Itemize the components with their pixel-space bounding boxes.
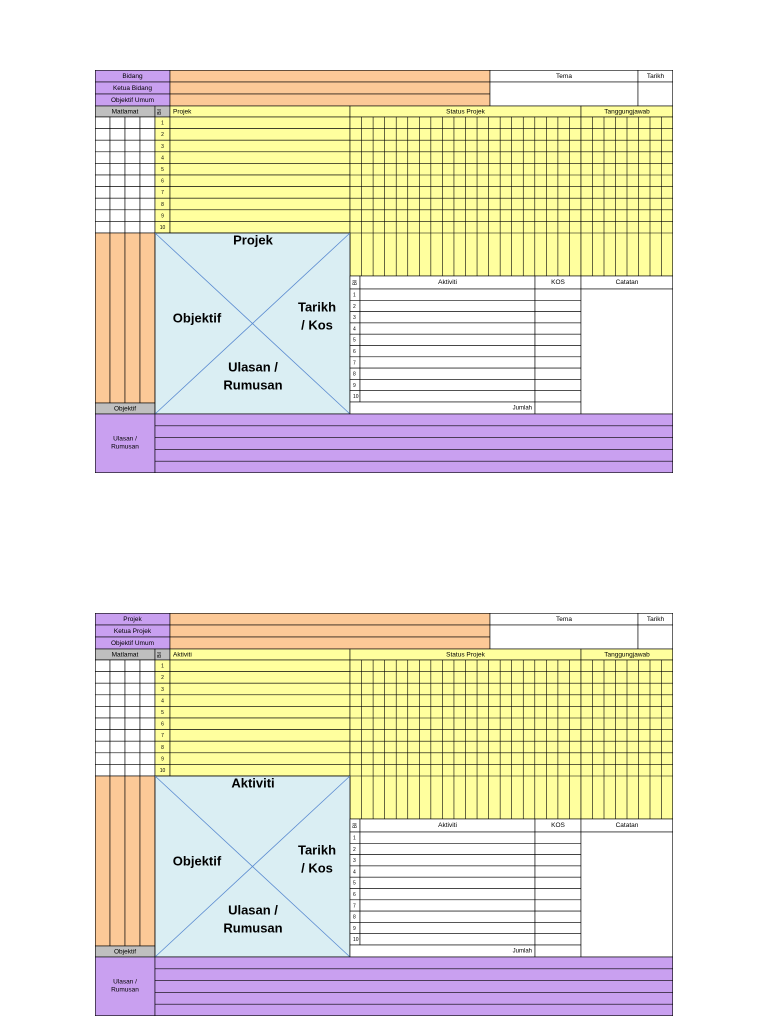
item-row bbox=[170, 140, 350, 152]
aktiviti-cell bbox=[360, 877, 535, 888]
matlamat-cell bbox=[110, 129, 125, 141]
matlamat-cell bbox=[110, 764, 125, 776]
matlamat-cell bbox=[125, 163, 140, 175]
kos-cell bbox=[535, 855, 581, 866]
jumlah-value-cell bbox=[535, 402, 581, 414]
bil-label: Bil bbox=[352, 279, 359, 286]
matlamat-cell bbox=[125, 753, 140, 765]
matlamat-cell bbox=[95, 187, 110, 199]
catatan-body bbox=[581, 289, 673, 414]
matlamat-cell bbox=[110, 163, 125, 175]
matlamat-cell bbox=[110, 198, 125, 210]
row-number: 9 bbox=[161, 213, 164, 220]
aktiviti-cell bbox=[360, 832, 535, 843]
kos-cell bbox=[535, 379, 581, 390]
row-number: 6 bbox=[161, 178, 164, 185]
matlamat-cell bbox=[110, 695, 125, 707]
row-number: 1 bbox=[161, 663, 164, 670]
matlamat-cell bbox=[95, 718, 110, 730]
item-row bbox=[170, 187, 350, 199]
kos-cell bbox=[535, 843, 581, 854]
kos-cell bbox=[535, 391, 581, 402]
header-value-cell bbox=[170, 613, 490, 625]
row-number: 4 bbox=[161, 155, 164, 162]
matlamat-strip bbox=[140, 776, 155, 946]
row-number: 2 bbox=[353, 303, 356, 310]
matlamat-cell bbox=[140, 683, 155, 695]
item-row bbox=[170, 152, 350, 164]
row-number: 2 bbox=[353, 846, 356, 853]
matlamat-cell bbox=[95, 706, 110, 718]
row-number: 9 bbox=[353, 925, 356, 932]
objektif-label: Objektif bbox=[113, 948, 137, 956]
item-row bbox=[170, 198, 350, 210]
header-value-cell bbox=[170, 94, 490, 106]
kos-cell bbox=[535, 289, 581, 300]
matlamat-strip bbox=[95, 233, 110, 403]
jumlah-label: Jumlah bbox=[512, 405, 532, 412]
item-row bbox=[170, 764, 350, 776]
item-row bbox=[170, 730, 350, 742]
aktiviti-cell bbox=[360, 312, 535, 323]
tanggungjawab-label: Tanggungjawab bbox=[604, 108, 650, 116]
aktiviti-cell bbox=[360, 900, 535, 911]
row-number: 9 bbox=[161, 756, 164, 763]
matlamat-strip bbox=[125, 233, 140, 403]
kos-cell bbox=[535, 300, 581, 311]
aktiviti-cell bbox=[360, 379, 535, 390]
matlamat-cell bbox=[140, 753, 155, 765]
matlamat-cell bbox=[95, 129, 110, 141]
matlamat-cell bbox=[140, 175, 155, 187]
row-number: 9 bbox=[353, 382, 356, 389]
diagram-bottom-label: Ulasan / bbox=[228, 902, 278, 918]
matlamat-cell bbox=[140, 695, 155, 707]
row-number: 4 bbox=[161, 698, 164, 705]
matlamat-cell bbox=[95, 175, 110, 187]
kos-cell bbox=[535, 357, 581, 368]
item-row bbox=[170, 695, 350, 707]
matlamat-cell bbox=[140, 660, 155, 672]
matlamat-cell bbox=[125, 117, 140, 129]
row-number: 10 bbox=[159, 225, 166, 232]
kos-cell bbox=[535, 911, 581, 922]
row-number: 3 bbox=[161, 143, 164, 150]
status-label: Status Projek bbox=[446, 651, 485, 659]
matlamat-cell bbox=[140, 140, 155, 152]
row-number: 10 bbox=[353, 394, 359, 401]
jumlah-value-cell bbox=[535, 945, 581, 957]
tema-label: Tema bbox=[556, 73, 572, 81]
matlamat-cell bbox=[95, 730, 110, 742]
matlamat-cell bbox=[95, 672, 110, 684]
matlamat-cell bbox=[95, 221, 110, 233]
matlamat-cell bbox=[110, 718, 125, 730]
aktiviti-label: Aktiviti bbox=[438, 822, 457, 830]
row-number: 7 bbox=[161, 190, 164, 197]
matlamat-cell bbox=[140, 764, 155, 776]
item-row bbox=[170, 718, 350, 730]
row-number: 7 bbox=[161, 733, 164, 740]
item-row bbox=[170, 117, 350, 129]
aktiviti-cell bbox=[360, 346, 535, 357]
row-number: 6 bbox=[353, 891, 356, 898]
diagram-right-label: Tarikh bbox=[297, 842, 337, 858]
aktiviti-cell bbox=[360, 368, 535, 379]
kos-label: KOS bbox=[551, 822, 565, 830]
kos-cell bbox=[535, 368, 581, 379]
aktiviti-cell bbox=[360, 357, 535, 368]
matlamat-cell bbox=[110, 140, 125, 152]
matlamat-cell bbox=[140, 163, 155, 175]
matlamat-cell bbox=[125, 660, 140, 672]
row-number: 5 bbox=[353, 337, 356, 344]
aktiviti-cell bbox=[360, 911, 535, 922]
matlamat-cell bbox=[125, 764, 140, 776]
header-label: Bidang bbox=[122, 73, 143, 81]
aktiviti-cell bbox=[360, 391, 535, 402]
matlamat-cell bbox=[140, 210, 155, 222]
matlamat-cell bbox=[125, 718, 140, 730]
diagram-right-label: / Kos bbox=[301, 317, 333, 333]
item-row bbox=[170, 683, 350, 695]
matlamat-cell bbox=[110, 152, 125, 164]
kos-cell bbox=[535, 334, 581, 345]
matlamat-cell bbox=[95, 117, 110, 129]
jumlah-label: Jumlah bbox=[512, 948, 532, 955]
jumlah-label-cell bbox=[350, 402, 535, 414]
matlamat-cell bbox=[95, 741, 110, 753]
aktiviti-cell bbox=[360, 289, 535, 300]
form-svg bbox=[95, 613, 673, 1016]
matlamat-cell bbox=[95, 764, 110, 776]
tema-value-cell bbox=[490, 625, 638, 649]
kos-cell bbox=[535, 934, 581, 945]
aktiviti-label: Aktiviti bbox=[438, 279, 457, 287]
catatan-body bbox=[581, 832, 673, 957]
kos-cell bbox=[535, 832, 581, 843]
matlamat-cell bbox=[140, 672, 155, 684]
form-svg bbox=[95, 70, 673, 473]
item-header-label: Aktiviti bbox=[173, 651, 192, 659]
matlamat-cell bbox=[140, 129, 155, 141]
row-number: 3 bbox=[353, 315, 356, 322]
aktiviti-cell bbox=[360, 889, 535, 900]
diagram-left-label: Objektif bbox=[172, 853, 222, 869]
matlamat-cell bbox=[140, 741, 155, 753]
bil-label: Bil bbox=[156, 109, 163, 115]
matlamat-cell bbox=[125, 175, 140, 187]
kos-cell bbox=[535, 866, 581, 877]
matlamat-cell bbox=[110, 660, 125, 672]
kos-label: KOS bbox=[551, 279, 565, 287]
matlamat-strip bbox=[110, 233, 125, 403]
diagram-bottom-label: Ulasan / bbox=[228, 359, 278, 375]
aktiviti-cell bbox=[360, 323, 535, 334]
row-number: 6 bbox=[353, 348, 356, 355]
matlamat-cell bbox=[140, 187, 155, 199]
matlamat-cell bbox=[140, 117, 155, 129]
diagram-top-label: Aktiviti bbox=[231, 775, 275, 791]
matlamat-cell bbox=[95, 683, 110, 695]
matlamat-cell bbox=[125, 221, 140, 233]
status-label: Status Projek bbox=[446, 108, 485, 116]
header-label: Objektif Umum bbox=[111, 97, 154, 105]
row-number: 3 bbox=[161, 686, 164, 693]
matlamat-cell bbox=[95, 140, 110, 152]
item-row bbox=[170, 163, 350, 175]
matlamat-cell bbox=[95, 695, 110, 707]
matlamat-cell bbox=[110, 753, 125, 765]
header-label: Projek bbox=[123, 616, 142, 624]
ulasan-label: Rumusan bbox=[111, 443, 139, 451]
item-row bbox=[170, 672, 350, 684]
row-number: 5 bbox=[161, 167, 164, 174]
matlamat-cell bbox=[110, 175, 125, 187]
matlamat-strip bbox=[140, 233, 155, 403]
matlamat-label: Matlamat bbox=[111, 108, 139, 116]
matlamat-cell bbox=[110, 706, 125, 718]
tanggungjawab-label: Tanggungjawab bbox=[604, 651, 650, 659]
header-label: Ketua Bidang bbox=[112, 85, 153, 93]
aktiviti-cell bbox=[360, 300, 535, 311]
matlamat-cell bbox=[110, 683, 125, 695]
matlamat-strip bbox=[125, 776, 140, 946]
ulasan-label: Rumusan bbox=[111, 986, 139, 994]
item-header bbox=[170, 649, 350, 660]
matlamat-cell bbox=[95, 660, 110, 672]
item-row bbox=[170, 753, 350, 765]
diagram-bottom-label: Rumusan bbox=[223, 377, 283, 393]
matlamat-cell bbox=[125, 152, 140, 164]
item-row bbox=[170, 741, 350, 753]
matlamat-cell bbox=[110, 741, 125, 753]
matlamat-cell bbox=[125, 695, 140, 707]
row-number: 3 bbox=[353, 858, 356, 865]
item-header-label: Projek bbox=[173, 108, 192, 116]
kos-cell bbox=[535, 346, 581, 357]
tarikh-label: Tarikh bbox=[646, 73, 665, 81]
catatan-label: Catatan bbox=[615, 822, 639, 830]
ulasan-body bbox=[155, 957, 673, 1016]
matlamat-cell bbox=[95, 753, 110, 765]
matlamat-cell bbox=[140, 198, 155, 210]
catatan-label: Catatan bbox=[615, 279, 639, 287]
item-row bbox=[170, 660, 350, 672]
matlamat-strip bbox=[110, 776, 125, 946]
tarikh-value-cell bbox=[638, 82, 673, 106]
matlamat-cell bbox=[110, 730, 125, 742]
matlamat-cell bbox=[140, 221, 155, 233]
item-row bbox=[170, 221, 350, 233]
header-label: Objektif Umum bbox=[111, 640, 154, 648]
item-header bbox=[170, 106, 350, 117]
matlamat-cell bbox=[95, 152, 110, 164]
row-number: 8 bbox=[353, 371, 356, 378]
aktiviti-cell bbox=[360, 934, 535, 945]
ulasan-body bbox=[155, 414, 673, 473]
matlamat-cell bbox=[140, 152, 155, 164]
matlamat-cell bbox=[125, 706, 140, 718]
bil-label: Bil bbox=[352, 822, 359, 829]
item-row bbox=[170, 129, 350, 141]
matlamat-cell bbox=[125, 187, 140, 199]
matlamat-cell bbox=[125, 140, 140, 152]
matlamat-cell bbox=[125, 683, 140, 695]
aktiviti-cell bbox=[360, 855, 535, 866]
jumlah-label-cell bbox=[350, 945, 535, 957]
row-number: 4 bbox=[353, 869, 356, 876]
header-value-cell bbox=[170, 70, 490, 82]
matlamat-cell bbox=[110, 187, 125, 199]
matlamat-cell bbox=[125, 672, 140, 684]
diagram-right-label: / Kos bbox=[301, 860, 333, 876]
header-label: Ketua Projek bbox=[113, 628, 152, 636]
tarikh-value-cell bbox=[638, 625, 673, 649]
aktiviti-cell bbox=[360, 922, 535, 933]
matlamat-cell bbox=[140, 706, 155, 718]
matlamat-cell bbox=[125, 730, 140, 742]
kos-cell bbox=[535, 877, 581, 888]
row-number: 7 bbox=[353, 360, 356, 367]
matlamat-cell bbox=[110, 221, 125, 233]
header-value-cell bbox=[170, 625, 490, 637]
form-sheet-projek bbox=[95, 613, 673, 1016]
matlamat-cell bbox=[125, 129, 140, 141]
row-number: 5 bbox=[161, 710, 164, 717]
diagram-right-label: Tarikh bbox=[297, 299, 337, 315]
ulasan-label: Ulasan / bbox=[113, 978, 137, 986]
aktiviti-cell bbox=[360, 843, 535, 854]
form-sheet-bidang bbox=[95, 70, 673, 473]
kos-cell bbox=[535, 922, 581, 933]
row-number: 6 bbox=[161, 721, 164, 728]
row-number: 10 bbox=[159, 768, 166, 775]
item-row bbox=[170, 175, 350, 187]
objektif-label: Objektif bbox=[113, 405, 137, 413]
kos-cell bbox=[535, 312, 581, 323]
matlamat-label: Matlamat bbox=[111, 651, 139, 659]
matlamat-cell bbox=[140, 718, 155, 730]
tema-value-cell bbox=[490, 82, 638, 106]
matlamat-cell bbox=[110, 672, 125, 684]
matlamat-cell bbox=[140, 730, 155, 742]
row-number: 10 bbox=[353, 937, 359, 944]
kos-cell bbox=[535, 900, 581, 911]
matlamat-cell bbox=[125, 741, 140, 753]
item-row bbox=[170, 210, 350, 222]
matlamat-cell bbox=[95, 198, 110, 210]
tema-label: Tema bbox=[556, 616, 572, 624]
matlamat-cell bbox=[125, 210, 140, 222]
row-number: 7 bbox=[353, 903, 356, 910]
matlamat-cell bbox=[110, 210, 125, 222]
matlamat-cell bbox=[110, 117, 125, 129]
diagram-top-label: Projek bbox=[233, 232, 273, 248]
tarikh-label: Tarikh bbox=[646, 616, 665, 624]
item-row bbox=[170, 706, 350, 718]
row-number: 5 bbox=[353, 880, 356, 887]
kos-cell bbox=[535, 323, 581, 334]
row-number: 8 bbox=[353, 914, 356, 921]
aktiviti-cell bbox=[360, 866, 535, 877]
row-number: 2 bbox=[161, 675, 164, 682]
row-number: 1 bbox=[161, 120, 164, 127]
row-number: 1 bbox=[353, 835, 356, 842]
diagram-left-label: Objektif bbox=[172, 310, 222, 326]
diagram-bottom-label: Rumusan bbox=[223, 920, 283, 936]
ulasan-label: Ulasan / bbox=[113, 435, 137, 443]
matlamat-cell bbox=[95, 210, 110, 222]
header-value-cell bbox=[170, 637, 490, 649]
row-number: 2 bbox=[161, 132, 164, 139]
row-number: 8 bbox=[161, 201, 164, 208]
row-number: 1 bbox=[353, 292, 356, 299]
matlamat-cell bbox=[125, 198, 140, 210]
matlamat-strip bbox=[95, 776, 110, 946]
matlamat-cell bbox=[95, 163, 110, 175]
header-value-cell bbox=[170, 82, 490, 94]
kos-cell bbox=[535, 889, 581, 900]
bil-label: Bil bbox=[156, 652, 163, 658]
row-number: 8 bbox=[161, 744, 164, 751]
row-number: 4 bbox=[353, 326, 356, 333]
aktiviti-cell bbox=[360, 334, 535, 345]
